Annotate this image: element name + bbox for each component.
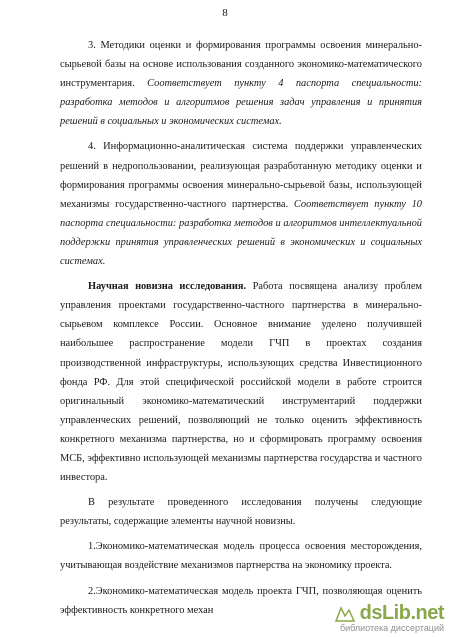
paragraph-novelty (60, 277, 422, 487)
results-intro-text: В результате проведенного исследования получены следующие результаты, содержащие элементы научной новизны. (60, 497, 422, 528)
dslib-watermark (304, 602, 444, 633)
novelty-text: Работа посвящена анализу проблем управления проектами государственно-частного партнерства в минерально-сырьевом комплексе России. Основное внимание уделено получившей наибольшее распространение модели ГЧП в проектах создания производственной инфраструктуры, использующих средства Инвестиционного фонда РФ. Для этой специфической российской модели в работе строится оригинальный экономико-математический инструментарий поддержки управленческих решений, позволяющий не только оценить эффективность конкретного механизма партнерства, но и сформировать программу освоения МСБ, эффективно использующей механизмы партнерства государства и частного инвестора. (60, 281, 423, 484)
item-4-text: 4. Информационно-аналитическая система поддержки управленческих решений в недропользовании, реализующая разработанную методику оценки и формирования программы освоения минерально-сырьевой базы, использующей механизмы государственно-частного партнерства. (60, 141, 422, 210)
item-3-italic: Соответствует пункту 4 паспорта специальности: разработка методов и алгоритмов решения задач управления и принятия решений в социальных и экономических системах. (60, 78, 422, 128)
dslib-logo-icon (334, 605, 356, 623)
watermark-logo: dsLib.net (359, 602, 444, 624)
paragraph-item-4 (60, 137, 422, 271)
novelty-heading: Научная новизна исследования. (88, 281, 247, 293)
result-2-text: 2.Экономико-математическая модель проекта ГЧП, позволяющая оценить эффективность конкретного механ (60, 585, 422, 616)
item-3-text: 3. Методики оценки и формирования программы освоения минерально-сырьевой базы на основе использования созданного экономико-математического инструментария. (60, 40, 422, 90)
page-content (60, 36, 422, 626)
watermark-subtitle: библиотека диссертаций (339, 623, 444, 633)
paragraph-item-3 (60, 36, 422, 131)
result-1-text: 1.Экономико-математическая модель процесса освоения месторождения, учитывающая воздействие механизмов партнерства на экономику проекта. (60, 541, 422, 572)
item-4-italic: Соответствует пункту 10 паспорта специальности: разработка методов и алгоритмов интеллектуальной поддержки принятия управленческих решений в экономических и социальных системах. (60, 198, 422, 268)
paragraph-result-1 (60, 537, 422, 575)
page-number: 8 (222, 7, 228, 19)
paragraph-results-intro (60, 493, 422, 531)
